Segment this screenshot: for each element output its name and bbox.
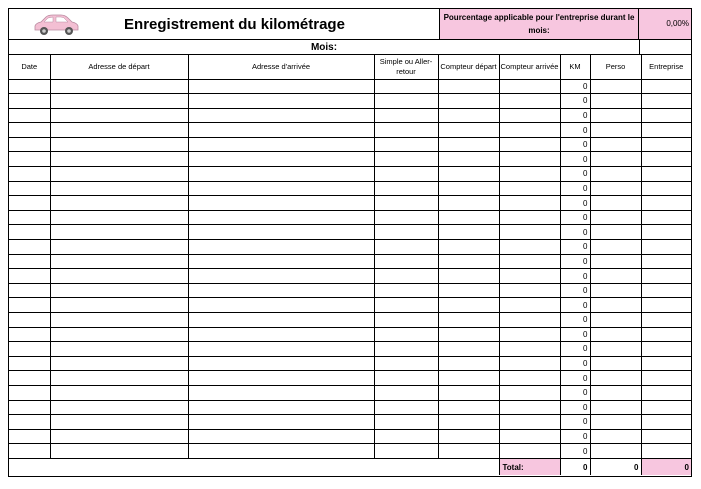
cell-km[interactable]: 0: [560, 196, 590, 211]
cell-date[interactable]: [9, 356, 50, 371]
cell-business[interactable]: [641, 400, 691, 415]
cell-km[interactable]: 0: [560, 181, 590, 196]
cell-business[interactable]: [641, 356, 691, 371]
cell-personal[interactable]: [590, 371, 641, 386]
cell-trip-type[interactable]: [374, 240, 438, 255]
cell-date[interactable]: [9, 152, 50, 167]
cell-odometer-end[interactable]: [499, 196, 560, 211]
cell-departure[interactable]: [50, 79, 188, 94]
cell-odometer-end[interactable]: [499, 94, 560, 109]
table-row: [9, 313, 691, 328]
cell-departure[interactable]: [50, 342, 188, 357]
cell-business[interactable]: [641, 254, 691, 269]
cell-trip-type[interactable]: [374, 400, 438, 415]
cell-arrival[interactable]: [188, 283, 374, 298]
cell-odometer-start[interactable]: [438, 313, 499, 328]
cell-date[interactable]: [9, 254, 50, 269]
cell-date[interactable]: [9, 385, 50, 400]
cell-odometer-end[interactable]: [499, 429, 560, 444]
cell-arrival[interactable]: [188, 108, 374, 123]
cell-date[interactable]: [9, 400, 50, 415]
cell-odometer-start[interactable]: [438, 181, 499, 196]
cell-trip-type[interactable]: [374, 181, 438, 196]
cell-arrival[interactable]: [188, 429, 374, 444]
table-row: [9, 254, 691, 269]
cell-odometer-end[interactable]: [499, 254, 560, 269]
cell-arrival[interactable]: [188, 167, 374, 182]
table-row: [9, 283, 691, 298]
cell-odometer-start[interactable]: [438, 210, 499, 225]
cell-departure[interactable]: [50, 137, 188, 152]
cell-odometer-start[interactable]: [438, 385, 499, 400]
cell-departure[interactable]: [50, 444, 188, 459]
cell-odometer-end[interactable]: [499, 225, 560, 240]
cell-date[interactable]: [9, 210, 50, 225]
cell-odometer-end[interactable]: [499, 342, 560, 357]
cell-date[interactable]: [9, 327, 50, 342]
cell-trip-type[interactable]: [374, 385, 438, 400]
col-header-km: KM: [560, 55, 590, 79]
cell-trip-type[interactable]: [374, 210, 438, 225]
cell-arrival[interactable]: [188, 415, 374, 430]
cell-personal[interactable]: [590, 415, 641, 430]
cell-arrival[interactable]: [188, 79, 374, 94]
cell-date[interactable]: [9, 123, 50, 138]
cell-km[interactable]: 0: [560, 415, 590, 430]
cell-date[interactable]: [9, 371, 50, 386]
cell-km[interactable]: 0: [560, 254, 590, 269]
cell-odometer-start[interactable]: [438, 152, 499, 167]
table-row: [9, 210, 691, 225]
cell-personal[interactable]: [590, 269, 641, 284]
table-row: [9, 269, 691, 284]
mileage-table: [9, 55, 691, 475]
cell-odometer-end[interactable]: [499, 137, 560, 152]
cell-km[interactable]: 0: [560, 240, 590, 255]
table-row: [9, 225, 691, 240]
cell-personal[interactable]: [590, 254, 641, 269]
cell-trip-type[interactable]: [374, 152, 438, 167]
col-header-business: Entreprise: [641, 55, 691, 79]
cell-arrival[interactable]: [188, 123, 374, 138]
cell-arrival[interactable]: [188, 210, 374, 225]
cell-odometer-start[interactable]: [438, 79, 499, 94]
cell-arrival[interactable]: [188, 400, 374, 415]
cell-arrival[interactable]: [188, 94, 374, 109]
cell-business[interactable]: [641, 181, 691, 196]
cell-personal[interactable]: [590, 167, 641, 182]
cell-date[interactable]: [9, 342, 50, 357]
table-row: [9, 167, 691, 182]
cell-odometer-end[interactable]: [499, 313, 560, 328]
cell-trip-type[interactable]: [374, 79, 438, 94]
mileage-log-sheet: [8, 8, 692, 477]
cell-km[interactable]: 0: [560, 444, 590, 459]
cell-odometer-end[interactable]: [499, 210, 560, 225]
cell-km[interactable]: 0: [560, 94, 590, 109]
cell-trip-type[interactable]: [374, 94, 438, 109]
cell-odometer-start[interactable]: [438, 94, 499, 109]
cell-odometer-start[interactable]: [438, 283, 499, 298]
cell-departure[interactable]: [50, 152, 188, 167]
cell-trip-type[interactable]: [374, 298, 438, 313]
cell-arrival[interactable]: [188, 371, 374, 386]
cell-arrival[interactable]: [188, 385, 374, 400]
cell-departure[interactable]: [50, 327, 188, 342]
cell-arrival[interactable]: [188, 181, 374, 196]
cell-odometer-end[interactable]: [499, 385, 560, 400]
month-label[interactable]: Mois:: [9, 39, 639, 55]
cell-arrival[interactable]: [188, 196, 374, 211]
cell-odometer-end[interactable]: [499, 79, 560, 94]
page-title: Enregistrement du kilométrage: [124, 16, 345, 33]
cell-odometer-start[interactable]: [438, 342, 499, 357]
car-icon: [31, 12, 81, 38]
cell-business[interactable]: [641, 313, 691, 328]
cell-km[interactable]: 0: [560, 298, 590, 313]
cell-departure[interactable]: [50, 356, 188, 371]
cell-odometer-start[interactable]: [438, 225, 499, 240]
cell-business[interactable]: [641, 137, 691, 152]
cell-odometer-start[interactable]: [438, 415, 499, 430]
cell-km[interactable]: 0: [560, 123, 590, 138]
table-row: [9, 152, 691, 167]
cell-business[interactable]: [641, 371, 691, 386]
total-row: [9, 458, 691, 475]
col-header-trip-type: Simple ou Aller-retour: [374, 55, 438, 79]
cell-personal[interactable]: [590, 298, 641, 313]
col-header-odometer-end: Compteur arrivée: [499, 55, 560, 79]
cell-departure[interactable]: [50, 254, 188, 269]
cell-trip-type[interactable]: [374, 254, 438, 269]
cell-odometer-start[interactable]: [438, 108, 499, 123]
table-row: [9, 371, 691, 386]
cell-arrival[interactable]: [188, 356, 374, 371]
table-row: [9, 429, 691, 444]
cell-odometer-start[interactable]: [438, 429, 499, 444]
cell-trip-type[interactable]: [374, 123, 438, 138]
cell-trip-type[interactable]: [374, 444, 438, 459]
cell-km[interactable]: 0: [560, 108, 590, 123]
cell-odometer-start[interactable]: [438, 269, 499, 284]
cell-km[interactable]: 0: [560, 313, 590, 328]
cell-odometer-end[interactable]: [499, 327, 560, 342]
table-row: [9, 94, 691, 109]
cell-departure[interactable]: [50, 196, 188, 211]
cell-odometer-start[interactable]: [438, 400, 499, 415]
cell-departure[interactable]: [50, 429, 188, 444]
cell-business[interactable]: [641, 342, 691, 357]
table-row: [9, 385, 691, 400]
cell-trip-type[interactable]: [374, 429, 438, 444]
cell-odometer-end[interactable]: [499, 444, 560, 459]
cell-departure[interactable]: [50, 167, 188, 182]
cell-business[interactable]: [641, 269, 691, 284]
cell-date[interactable]: [9, 269, 50, 284]
cell-business[interactable]: [641, 79, 691, 94]
cell-personal[interactable]: [590, 225, 641, 240]
cell-date[interactable]: [9, 298, 50, 313]
cell-business[interactable]: [641, 210, 691, 225]
cell-personal[interactable]: [590, 400, 641, 415]
cell-km[interactable]: 0: [560, 429, 590, 444]
cell-business[interactable]: [641, 385, 691, 400]
cell-trip-type[interactable]: [374, 108, 438, 123]
cell-trip-type[interactable]: [374, 137, 438, 152]
cell-business[interactable]: [641, 444, 691, 459]
cell-odometer-end[interactable]: [499, 269, 560, 284]
cell-date[interactable]: [9, 415, 50, 430]
cell-personal[interactable]: [590, 356, 641, 371]
cell-trip-type[interactable]: [374, 371, 438, 386]
cell-personal[interactable]: [590, 429, 641, 444]
table-row: [9, 400, 691, 415]
table-row: [9, 342, 691, 357]
cell-date[interactable]: [9, 429, 50, 444]
cell-arrival[interactable]: [188, 152, 374, 167]
cell-odometer-end[interactable]: [499, 167, 560, 182]
cell-personal[interactable]: [590, 137, 641, 152]
cell-odometer-end[interactable]: [499, 371, 560, 386]
cell-departure[interactable]: [50, 283, 188, 298]
cell-odometer-start[interactable]: [438, 196, 499, 211]
cell-odometer-start[interactable]: [438, 137, 499, 152]
cell-trip-type[interactable]: [374, 167, 438, 182]
cell-date[interactable]: [9, 108, 50, 123]
cell-km[interactable]: 0: [560, 371, 590, 386]
cell-km[interactable]: 0: [560, 137, 590, 152]
cell-km[interactable]: 0: [560, 385, 590, 400]
cell-trip-type[interactable]: [374, 313, 438, 328]
cell-business[interactable]: [641, 298, 691, 313]
table-row: [9, 79, 691, 94]
cell-departure[interactable]: [50, 181, 188, 196]
cell-date[interactable]: [9, 181, 50, 196]
cell-odometer-end[interactable]: [499, 356, 560, 371]
cell-odometer-end[interactable]: [499, 240, 560, 255]
cell-km[interactable]: 0: [560, 210, 590, 225]
table-row: [9, 123, 691, 138]
cell-personal[interactable]: [590, 152, 641, 167]
table-row: [9, 196, 691, 211]
cell-personal[interactable]: [590, 283, 641, 298]
cell-personal[interactable]: [590, 94, 641, 109]
cell-km[interactable]: 0: [560, 327, 590, 342]
cell-date[interactable]: [9, 167, 50, 182]
cell-arrival[interactable]: [188, 298, 374, 313]
cell-arrival[interactable]: [188, 342, 374, 357]
cell-departure[interactable]: [50, 269, 188, 284]
cell-business[interactable]: [641, 167, 691, 182]
cell-arrival[interactable]: [188, 444, 374, 459]
total-spacer: [9, 458, 499, 475]
cell-personal[interactable]: [590, 385, 641, 400]
cell-date[interactable]: [9, 444, 50, 459]
col-header-odometer-start: Compteur départ: [438, 55, 499, 79]
cell-odometer-end[interactable]: [499, 298, 560, 313]
cell-odometer-end[interactable]: [499, 123, 560, 138]
table-row: [9, 327, 691, 342]
cell-trip-type[interactable]: [374, 283, 438, 298]
cell-odometer-start[interactable]: [438, 356, 499, 371]
cell-business[interactable]: [641, 415, 691, 430]
header-row: [9, 55, 691, 79]
table-row: [9, 240, 691, 255]
cell-odometer-start[interactable]: [438, 327, 499, 342]
cell-arrival[interactable]: [188, 269, 374, 284]
cell-odometer-start[interactable]: [438, 254, 499, 269]
cell-departure[interactable]: [50, 298, 188, 313]
cell-trip-type[interactable]: [374, 269, 438, 284]
cell-odometer-start[interactable]: [438, 298, 499, 313]
cell-km[interactable]: 0: [560, 356, 590, 371]
cell-business[interactable]: [641, 123, 691, 138]
col-header-departure: Adresse de départ: [50, 55, 188, 79]
cell-arrival[interactable]: [188, 327, 374, 342]
cell-arrival[interactable]: [188, 137, 374, 152]
cell-departure[interactable]: [50, 371, 188, 386]
cell-date[interactable]: [9, 225, 50, 240]
cell-personal[interactable]: [590, 123, 641, 138]
cell-business[interactable]: [641, 108, 691, 123]
cell-trip-type[interactable]: [374, 196, 438, 211]
cell-km[interactable]: 0: [560, 283, 590, 298]
percentage-label: Pourcentage applicable pour l'entreprise durant le mois:: [439, 9, 639, 39]
cell-business[interactable]: [641, 94, 691, 109]
cell-trip-type[interactable]: [374, 225, 438, 240]
cell-date[interactable]: [9, 196, 50, 211]
table-row: [9, 298, 691, 313]
cell-km[interactable]: 0: [560, 400, 590, 415]
table-row: [9, 356, 691, 371]
cell-odometer-start[interactable]: [438, 371, 499, 386]
cell-odometer-end[interactable]: [499, 415, 560, 430]
total-business: 0: [641, 458, 691, 475]
total-personal: 0: [590, 458, 641, 475]
cell-departure[interactable]: [50, 400, 188, 415]
col-header-date: Date: [9, 55, 50, 79]
cell-arrival[interactable]: [188, 313, 374, 328]
cell-personal[interactable]: [590, 79, 641, 94]
cell-personal[interactable]: [590, 196, 641, 211]
cell-business[interactable]: [641, 152, 691, 167]
cell-odometer-end[interactable]: [499, 152, 560, 167]
cell-business[interactable]: [641, 225, 691, 240]
percentage-value[interactable]: 0,00%: [639, 9, 691, 39]
cell-trip-type[interactable]: [374, 327, 438, 342]
cell-odometer-start[interactable]: [438, 167, 499, 182]
col-header-personal: Perso: [590, 55, 641, 79]
cell-personal[interactable]: [590, 313, 641, 328]
table-row: [9, 415, 691, 430]
cell-km[interactable]: 0: [560, 225, 590, 240]
cell-km[interactable]: 0: [560, 342, 590, 357]
cell-business[interactable]: [641, 429, 691, 444]
cell-departure[interactable]: [50, 415, 188, 430]
table-row: [9, 137, 691, 152]
cell-departure[interactable]: [50, 240, 188, 255]
cell-km[interactable]: 0: [560, 269, 590, 284]
cell-personal[interactable]: [590, 210, 641, 225]
total-label: Total:: [499, 458, 560, 475]
cell-departure[interactable]: [50, 210, 188, 225]
cell-km[interactable]: 0: [560, 79, 590, 94]
table-row: [9, 181, 691, 196]
cell-km[interactable]: 0: [560, 167, 590, 182]
cell-personal[interactable]: [590, 327, 641, 342]
table-row: [9, 108, 691, 123]
cell-arrival[interactable]: [188, 225, 374, 240]
cell-date[interactable]: [9, 79, 50, 94]
cell-km[interactable]: 0: [560, 152, 590, 167]
cell-business[interactable]: [641, 196, 691, 211]
total-km: 0: [560, 458, 590, 475]
cell-business[interactable]: [641, 240, 691, 255]
cell-date[interactable]: [9, 137, 50, 152]
cell-trip-type[interactable]: [374, 342, 438, 357]
table-row: [9, 444, 691, 459]
cell-odometer-start[interactable]: [438, 444, 499, 459]
cell-departure[interactable]: [50, 108, 188, 123]
month-right-cell: [639, 39, 691, 55]
cell-arrival[interactable]: [188, 254, 374, 269]
cell-departure[interactable]: [50, 225, 188, 240]
cell-business[interactable]: [641, 327, 691, 342]
cell-business[interactable]: [641, 283, 691, 298]
cell-departure[interactable]: [50, 94, 188, 109]
cell-date[interactable]: [9, 94, 50, 109]
cell-odometer-end[interactable]: [499, 283, 560, 298]
cell-personal[interactable]: [590, 181, 641, 196]
cell-personal[interactable]: [590, 444, 641, 459]
cell-trip-type[interactable]: [374, 415, 438, 430]
cell-personal[interactable]: [590, 342, 641, 357]
cell-date[interactable]: [9, 313, 50, 328]
cell-trip-type[interactable]: [374, 356, 438, 371]
cell-date[interactable]: [9, 240, 50, 255]
cell-personal[interactable]: [590, 108, 641, 123]
col-header-arrival: Adresse d'arrivée: [188, 55, 374, 79]
cell-arrival[interactable]: [188, 240, 374, 255]
cell-departure[interactable]: [50, 123, 188, 138]
cell-odometer-end[interactable]: [499, 400, 560, 415]
cell-odometer-end[interactable]: [499, 181, 560, 196]
cell-odometer-start[interactable]: [438, 240, 499, 255]
cell-odometer-start[interactable]: [438, 123, 499, 138]
cell-personal[interactable]: [590, 240, 641, 255]
cell-departure[interactable]: [50, 385, 188, 400]
cell-date[interactable]: [9, 283, 50, 298]
cell-odometer-end[interactable]: [499, 108, 560, 123]
cell-departure[interactable]: [50, 313, 188, 328]
